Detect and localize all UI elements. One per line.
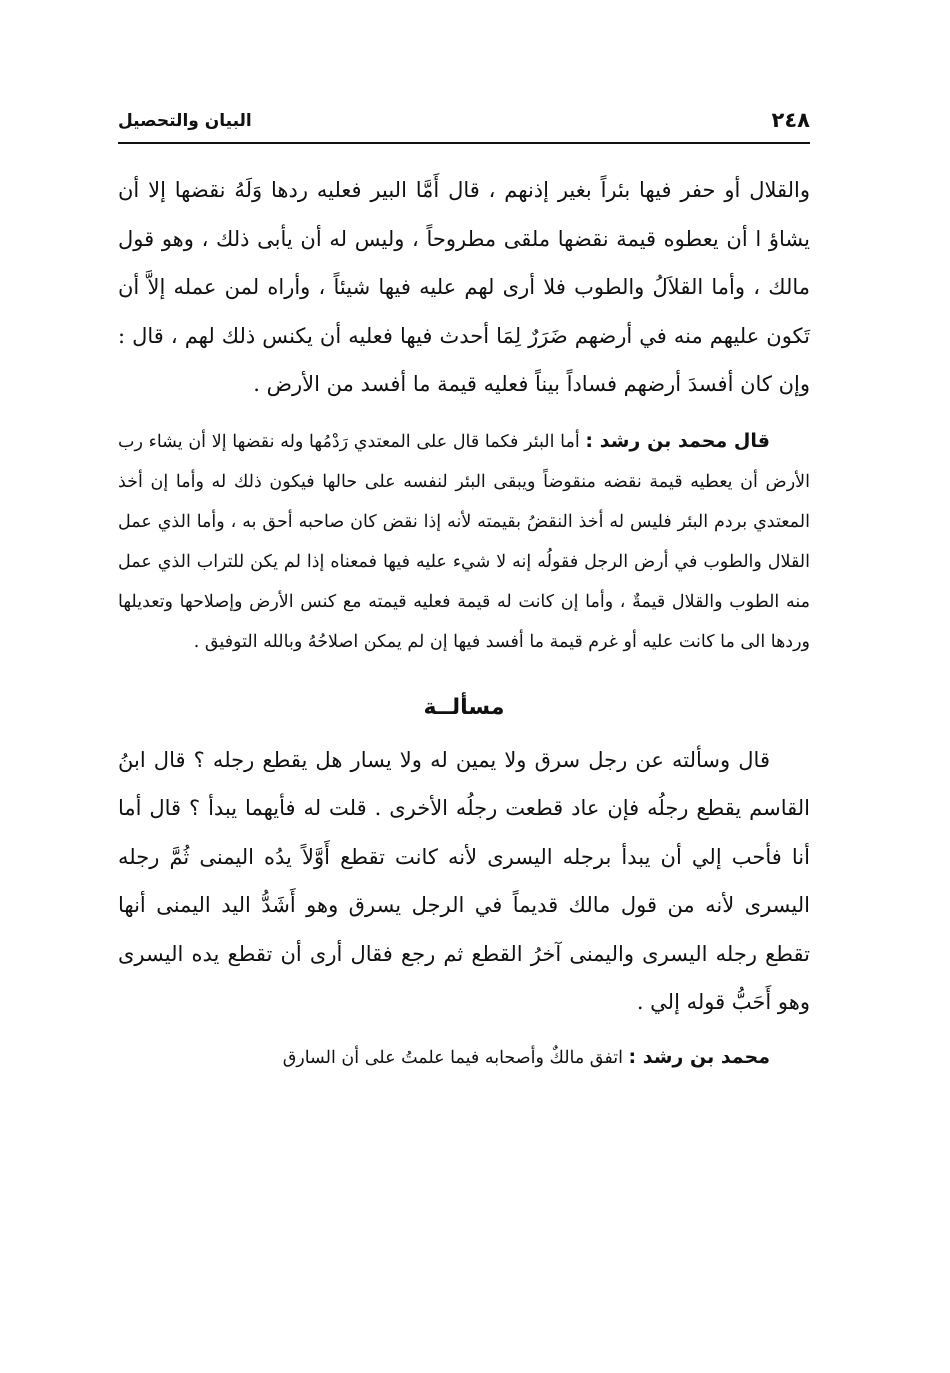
commentary-paragraph-2 xyxy=(118,1037,810,1078)
page-number: ٢٤٨ xyxy=(771,108,810,132)
commentary-paragraph-1 xyxy=(118,421,810,662)
commentary-text: أما البئر فكما قال على المعتدي رَدْمُها وله نقضها إلا أن يشاء رب الأرض أن يعطيه قيمة نقضه منقوضاً ويبقى البئر لنفسه على حالها فيكون ذلك له وأما إن أخذ المعتدي بردم البئر فليس له أخذ النقضُ بقيمته لأنه إذا نقض كان صاحبه أحق به ، وأما الذي عمل القلال والطوب في أرض الرجل فقولُه إنه لا شيء عليه فيها فمعناه إذا لم يكن للتراب الذي عمل منه الطوب والقلال قيمةٌ ، وأما إن كانت له قيمة فعليه قيمته مع كنس الأرض وإصلاحها وتعديلها وردها الى ما كانت عليه أو غرم قيمة ما أفسد فيها إن لم يمكن اصلاحُهُ وبالله التوفيق . xyxy=(118,431,810,652)
book-page xyxy=(118,100,810,1350)
paragraph-1: والقلال أو حفر فيها بئراً بغير إذنهم ، قال أَمَّا البير فعليه ردها وَلَهُ نقضها إلا أن يشاؤ ا أن يعطوه قيمة نقضها ملقى مطروحاً ، وليس له أن يأبى ذلك ، وهو قول مالك ، وأما القلاَلُ والطوب فلا أرى لهم عليه فيها شيئاً ، وأراه لمن عمله إلاَّ أن تَكون عليهم منه في أرضهم ضَرَرٌ لِمَا أحدث فيها فعليه أن يكنس ذلك لهم ، قال : وإن كان أفسدَ أرضهم فساداً بيناً فعليه قيمة ما أفسد من الأرض . xyxy=(118,178,810,396)
speaker-label: قال محمد بن رشد : xyxy=(585,429,770,452)
paragraph-2: قال وسألته عن رجل سرق ولا يمين له ولا يسار هل يقطع رجله ؟ قال ابنُ القاسم يقطع رجلُه فإن عاد قطعت رجلُه الأخرى . قلت له فأيهما يبدأ ؟ قال أما أنا فأحب إلي أن يبدأ برجله اليسرى لأنه كانت تقطع أَوَّلاً يدُه اليمنى ثُمَّ رجله اليسرى لأنه من قول مالك قديماً في الرجل يسرق وهو أَشَدُّ اليد اليمنى أنها تقطع رجله اليسرى واليمنى آخرُ القطع ثم رجع فقال أرى أن تقطع يده اليسرى وهو أَحَبُّ قوله إلي . xyxy=(118,747,810,1014)
commentary-text: اتفق مالكٌ وأصحابه فيما علمتُ على أن السارق xyxy=(282,1047,629,1068)
speaker-label: محمد بن رشد : xyxy=(628,1045,770,1068)
running-title: البيان والتحصيل xyxy=(118,111,252,131)
page-header xyxy=(118,100,810,144)
section-heading: مسألــة xyxy=(423,694,505,720)
